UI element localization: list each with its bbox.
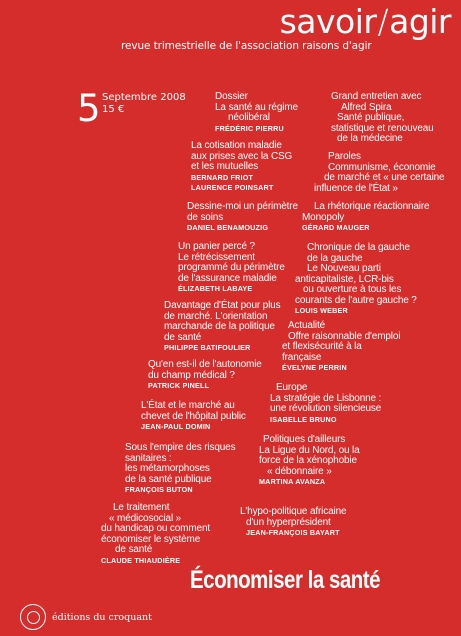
toc-author: JEAN-PAUL DOMIN xyxy=(141,422,211,431)
toc-title-line: de soins xyxy=(187,211,224,223)
toc-title-line: aux prises avec la CSG xyxy=(191,150,293,162)
toc-title-line: programmé du périmètre xyxy=(178,262,285,273)
toc-section: Dossier xyxy=(215,91,248,102)
toc-title-line: Alfred Spira xyxy=(341,101,392,113)
toc-title-line: Davantage d'État pour plus xyxy=(164,300,281,311)
toc-title-line: Qu'en est-il de l'autonomie xyxy=(148,359,262,370)
toc-title-line: économiser le système xyxy=(101,533,201,545)
toc-entry-right-5 xyxy=(282,321,400,373)
toc-author: ISABELLE BRUNO xyxy=(270,414,337,424)
toc-title-line: chevet de l'hôpital public xyxy=(141,410,246,422)
toc-title-line: et flexisécurité à la xyxy=(282,341,362,352)
toc-entry-left-4 xyxy=(178,242,285,294)
toc-title-line: les métamorphoses xyxy=(125,463,210,474)
publisher-name: éditions du croquant xyxy=(52,611,152,623)
toc-entry-right-8 xyxy=(240,507,346,538)
toc-title-line: néolibéral xyxy=(228,112,270,123)
toc-title-line: du champ médical ? xyxy=(148,369,235,381)
toc-title-line: Monopoly xyxy=(302,211,345,223)
toc-title-line: sanitaires : xyxy=(125,452,172,464)
toc-title-line: de marché. L'orientation xyxy=(164,310,268,322)
toc-title-line: « médicosocial » xyxy=(109,512,182,524)
toc-title-line: La santé au régime xyxy=(215,101,298,113)
toc-section: Grand entretien avec xyxy=(331,91,422,102)
toc-title-line: de la santé publique xyxy=(125,473,212,485)
toc-title-line: française xyxy=(282,351,322,363)
toc-section: Paroles xyxy=(328,151,361,162)
toc-entry-left-3 xyxy=(187,202,298,233)
toc-entry-right-3 xyxy=(302,202,429,233)
toc-entry-left-6 xyxy=(148,360,262,391)
journal-title-left: savoir xyxy=(279,2,377,41)
toc-author: FRANÇOIS BUTON xyxy=(125,485,193,494)
toc-title-line: de la médecine xyxy=(337,133,403,144)
toc-author: CLAUDE THIAUDIÈRE xyxy=(101,555,181,565)
journal-title-right: agir xyxy=(389,2,451,41)
toc-title-line: Le traitement xyxy=(113,502,170,513)
toc-title-line: ou ouverture à tous les xyxy=(303,284,402,295)
toc-title-line: marchande de la politique xyxy=(164,321,275,332)
toc-entry-left-5 xyxy=(164,301,280,353)
toc-author: BERNARD FRIOT xyxy=(191,172,254,182)
toc-title-line: L'hypo-politique africaine xyxy=(240,506,347,517)
toc-title-line: statistique et renouveau xyxy=(331,122,434,134)
toc-title-line: Sous l'empire des risques xyxy=(125,442,236,453)
toc-author: MARTINA AVANZA xyxy=(259,477,326,486)
publisher xyxy=(20,604,152,630)
issue-date: Septembre 2008 xyxy=(102,92,186,103)
toc-author: FRÉDÉRIC PIERRU xyxy=(215,123,284,133)
toc-title-line: de la gauche xyxy=(307,252,363,264)
toc-title-line: La Ligue du Nord, ou la xyxy=(259,444,360,456)
toc-author: ÉVELYNE PERRIN xyxy=(282,363,347,372)
toc-title-line: Le rétrécissement xyxy=(178,251,255,263)
toc-title-line: du handicap ou comment xyxy=(101,523,210,534)
journal-title xyxy=(280,2,451,41)
toc-title-line: « débonnaire » xyxy=(267,465,332,477)
toc-author: ÉLIZABETH LABAYE xyxy=(178,284,253,293)
toc-title-line: Santé publique, xyxy=(337,112,405,123)
issue-price: 15 € xyxy=(102,104,125,115)
toc-section: Chronique de la gauche xyxy=(307,242,410,253)
toc-title-line: et les mutuelles xyxy=(191,161,259,172)
toc-author: DANIEL BENAMOUZIG xyxy=(187,223,269,232)
toc-title-line: d'un hyperprésident xyxy=(246,516,331,528)
toc-title-line: une révolution silencieuse xyxy=(270,403,382,414)
toc-title-line: Communisme, économie xyxy=(328,161,436,173)
toc-author: LAURENCE POINSART xyxy=(191,182,274,192)
toc-entry-left-8 xyxy=(125,443,235,495)
toc-title-line: anticapitaliste, LCR-bis xyxy=(295,273,394,285)
toc-title-line: force de la xénophobie xyxy=(259,455,357,466)
toc-author: PATRICK PINELL xyxy=(148,381,210,390)
toc-entry-left-7 xyxy=(141,401,246,432)
issue-number: 5 xyxy=(77,87,101,130)
toc-entry-right-1 xyxy=(331,92,434,145)
toc-title-line: courants de l'autre gauche ? xyxy=(295,294,417,306)
issue-info xyxy=(102,92,186,116)
cover-headline: Économiser la santé xyxy=(190,566,381,594)
toc-author: GÉRARD MAUGER xyxy=(302,223,370,232)
journal-title-separator: / xyxy=(377,2,389,41)
toc-author: PHILIPPE BATIFOULIER xyxy=(164,343,251,352)
journal-tagline: revue trimestrielle de l'association raisons d'agir xyxy=(121,40,372,52)
toc-title-line: Offre raisonnable d'emploi xyxy=(288,330,401,342)
toc-title-line: de santé xyxy=(164,331,202,343)
toc-title-line: Dessine-moi un périmètre xyxy=(187,201,298,212)
toc-section: Europe xyxy=(276,382,308,393)
toc-title-line: Un panier percé ? xyxy=(178,241,255,252)
toc-entry-left-2 xyxy=(191,141,292,193)
toc-entry-left-1 xyxy=(215,92,298,134)
toc-section: Politiques d'ailleurs xyxy=(263,434,346,445)
toc-entry-right-4 xyxy=(295,243,417,316)
toc-author: JEAN-FRANÇOIS BAYART xyxy=(246,528,340,537)
toc-entry-right-2 xyxy=(314,152,444,194)
toc-title-line: La cotisation maladie xyxy=(191,140,282,151)
toc-entry-left-9 xyxy=(101,503,210,566)
toc-entry-right-6 xyxy=(270,383,381,425)
spiral-logo-icon xyxy=(20,604,46,630)
toc-section: Actualité xyxy=(288,320,326,331)
toc-title-line: de l'assurance maladie xyxy=(178,272,277,284)
toc-title-line: de marché et « une certaine xyxy=(324,172,445,183)
toc-section: La rhétorique réactionnaire xyxy=(314,201,430,212)
toc-author: LOUIS WEBER xyxy=(295,306,348,315)
toc-title-line: L'État et le marché au xyxy=(141,400,235,411)
toc-title-line: de santé xyxy=(115,544,153,555)
toc-title-line: influence de l'État » xyxy=(314,182,398,194)
toc-entry-right-7 xyxy=(259,435,360,487)
toc-title-line: Le Nouveau parti xyxy=(307,263,381,274)
toc-title-line: La stratégie de Lisbonne : xyxy=(270,392,382,404)
